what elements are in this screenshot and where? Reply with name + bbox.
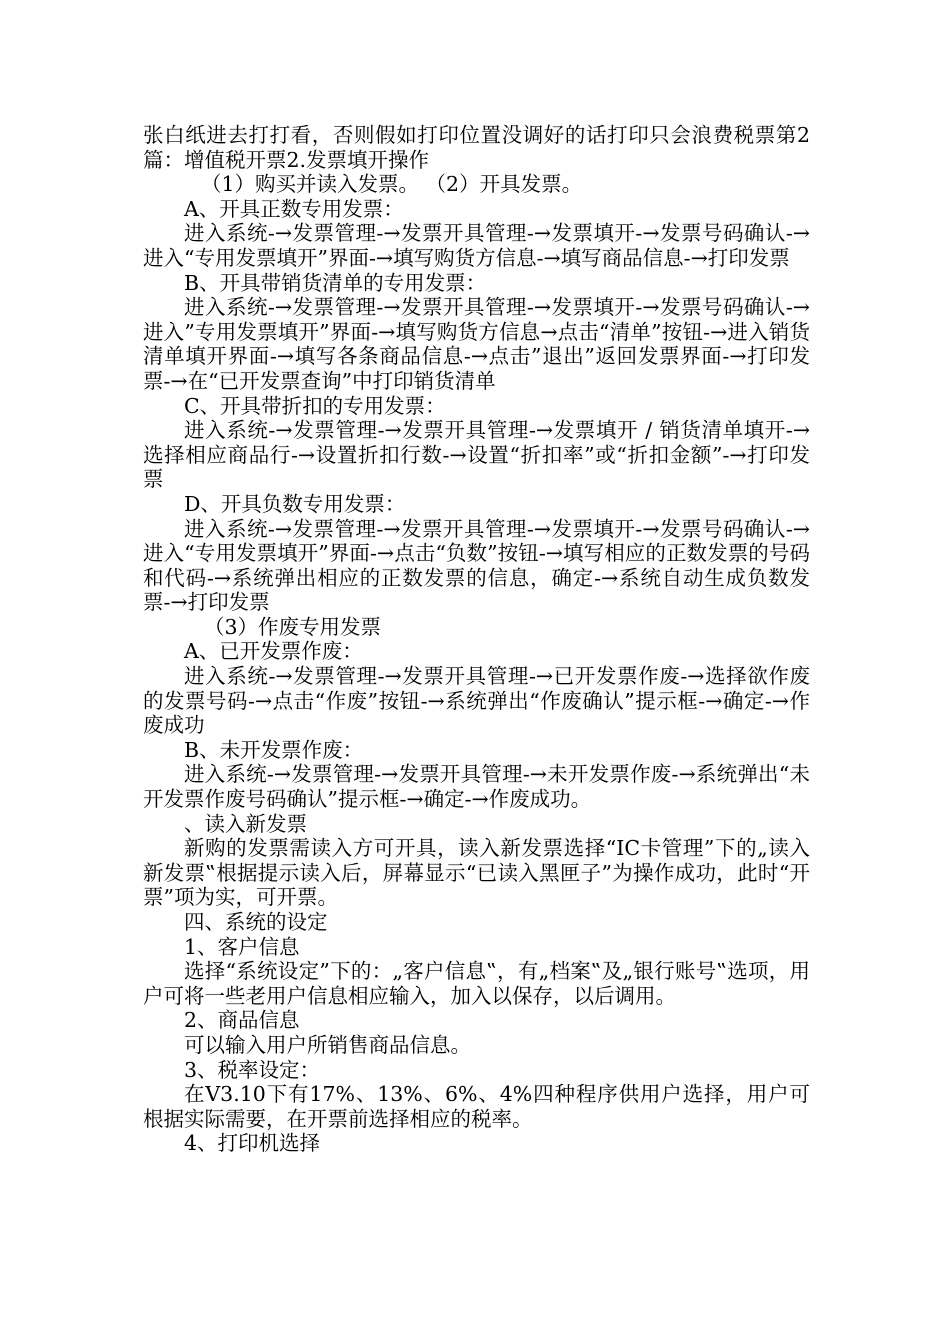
paragraph: 进入系统-→发票管理-→发票开具管理-→发票填开 / 销货清单填开-→选择相应商品行-→设置折扣行数-→设置“折扣率”或“折扣金额”-→打印发票: [143, 418, 810, 492]
section-heading: B、未开发票作废：: [184, 737, 364, 762]
paragraph: 新购的发票需读入方可开具，读入新发票选择“IC卡管理”下的„读入新发票‟根据提示读入后，屏幕显示“已读入黑匣子”为操作成功，此时“开票”项为实，可开票。: [143, 836, 810, 910]
section-heading: A、已开发票作废：: [184, 639, 363, 664]
section-heading: B、开具带销货清单的专用发票：: [184, 270, 487, 295]
section-heading: （3）作废专用发票: [204, 614, 382, 639]
section-heading: 2、商品信息: [184, 1008, 300, 1033]
section-heading: 1、客户信息: [184, 934, 300, 959]
paragraph: 进入系统-→发票管理-→发票开具管理-→发票填开-→发票号码确认-→进入“专用发票填开”界面-→点击“负数”按钮-→填写相应的正数发票的号码和代码-→系统弹出相应的正数发票的信息，确定-→系统自动生成负数发票-→打印发票: [143, 516, 810, 615]
paragraph: 在V3.10下有17%、13%、6%、4%四种程序供用户选择，用户可根据实际需要，在开票前选择相应的税率。: [143, 1082, 810, 1131]
paragraph: （1）购买并读入发票。 （2）开具发票。: [201, 172, 583, 197]
paragraph: 进入系统-→发票管理-→发票开具管理-→发票填开-→发票号码确认-→进入“专用发票填开”界面-→填写购货方信息-→填写商品信息-→打印发票: [143, 221, 810, 270]
section-heading: A、开具正数专用发票：: [184, 196, 404, 221]
paragraph: 进入系统-→发票管理-→发票开具管理-→已开发票作废-→选择欲作废的发票号码-→点击“作废”按钮-→系统弹出“作废确认”提示框-→确定-→作废成功: [143, 664, 810, 738]
section-heading: D、开具负数专用发票：: [184, 491, 406, 516]
section-heading: 4、打印机选择: [184, 1131, 321, 1156]
section-heading: 四、系统的设定: [184, 910, 328, 934]
section-heading: 3、税率设定：: [184, 1057, 321, 1082]
paragraph: 进入系统-→发票管理-→发票开具管理-→未开发票作废-→系统弹出“未开发票作废号码确认”提示框-→确定-→作废成功。: [143, 762, 810, 812]
paragraph: 选择“系统设定”下的：„客户信息‟，有„档案‟及„银行账号‟选项，用户可将一些老用户信息相应输入，加入以保存，以后调用。: [143, 959, 810, 1008]
paragraph: 张白纸进去打打看，否则假如打印位置没调好的话打印只会浪费税票第2篇：增值税开票2.发票填开操作: [143, 123, 810, 172]
section-heading: 、读入新发票: [184, 811, 307, 836]
paragraph: 进入系统-→发票管理-→发票开具管理-→发票填开-→发票号码确认-→进入”专用发票填开”界面-→填写购货方信息→点击“清单”按钮-→进入销货清单填开界面-→填写各条商品信息-→点击”退出”返回发票界面-→打印发票-→在“已开发票查询”中打印销货清单: [143, 295, 810, 393]
section-heading: C、开具带折扣的专用发票：: [184, 393, 446, 418]
document-body: [143, 123, 810, 1156]
paragraph: 可以输入用户所销售商品信息。: [184, 1032, 471, 1057]
